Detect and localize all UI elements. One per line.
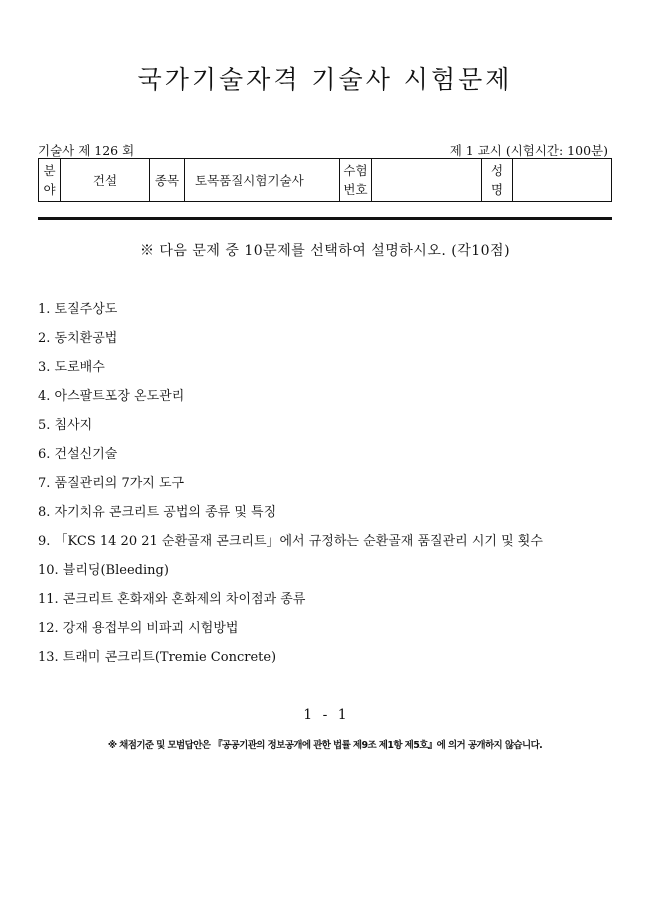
page-title: 국가기술자격 기술사 시험문제 [137,65,513,94]
field-value: 건설 [61,159,150,202]
exam-period: 제 1 교시 (시험시간: 100분) [449,143,608,158]
question-item: 7. 품질관리의 7가지 도구 [38,476,185,491]
category-value: 토목품질시험기술사 [185,159,340,202]
exam-no-field[interactable] [372,159,482,202]
footer-note: ※ 채점기준 및 모범답안은 『공공기관의 정보공개에 관한 법률 제9조 제1항 제5호』에 의거 공개하지 않습니다. [107,740,543,751]
exam-info-table [38,158,612,202]
question-item: 5. 침사지 [38,418,93,433]
exam-no-label: 수험번호 [343,163,368,197]
question-item: 8. 자기치유 콘크리트 공법의 종류 및 특징 [38,505,277,520]
exam-no-label-cell [340,159,372,202]
exam-info [38,141,612,157]
question-item: 4. 아스팔트포장 온도관리 [38,389,185,404]
question-item: 3. 도로배수 [38,360,105,375]
field-label: 분야 [43,163,56,197]
divider-rule [38,217,612,220]
question-item: 9. 「KCS 14 20 21 순환골재 콘크리트」에서 규정하는 순환골재 품질관리 시기 및 횟수 [38,534,543,549]
name-label-cell [482,159,513,202]
question-list [38,300,628,677]
question-item: 2. 동치환공법 [38,331,118,346]
page-number: 1 - 1 [303,707,347,723]
question-item: 13. 트래미 콘크리트(Tremie Concrete) [38,650,277,665]
category-label: 종목 [150,159,185,202]
exam-session: 기술사 제 126 회 [38,143,135,158]
name-field[interactable] [513,159,612,202]
name-label: 성명 [490,163,504,197]
question-item: 1. 토질주상도 [38,302,118,317]
question-item: 11. 콘크리트 혼화재와 혼화제의 차이점과 종류 [38,592,306,607]
question-item: 10. 블리딩(Bleeding) [38,563,169,578]
field-label-cell [39,159,61,202]
question-item: 6. 건설신기술 [38,447,118,462]
instruction-text: ※ 다음 문제 중 10문제를 선택하여 설명하시오. (각10점) [139,243,511,259]
question-item: 12. 강재 용접부의 비파괴 시험방법 [38,621,239,636]
